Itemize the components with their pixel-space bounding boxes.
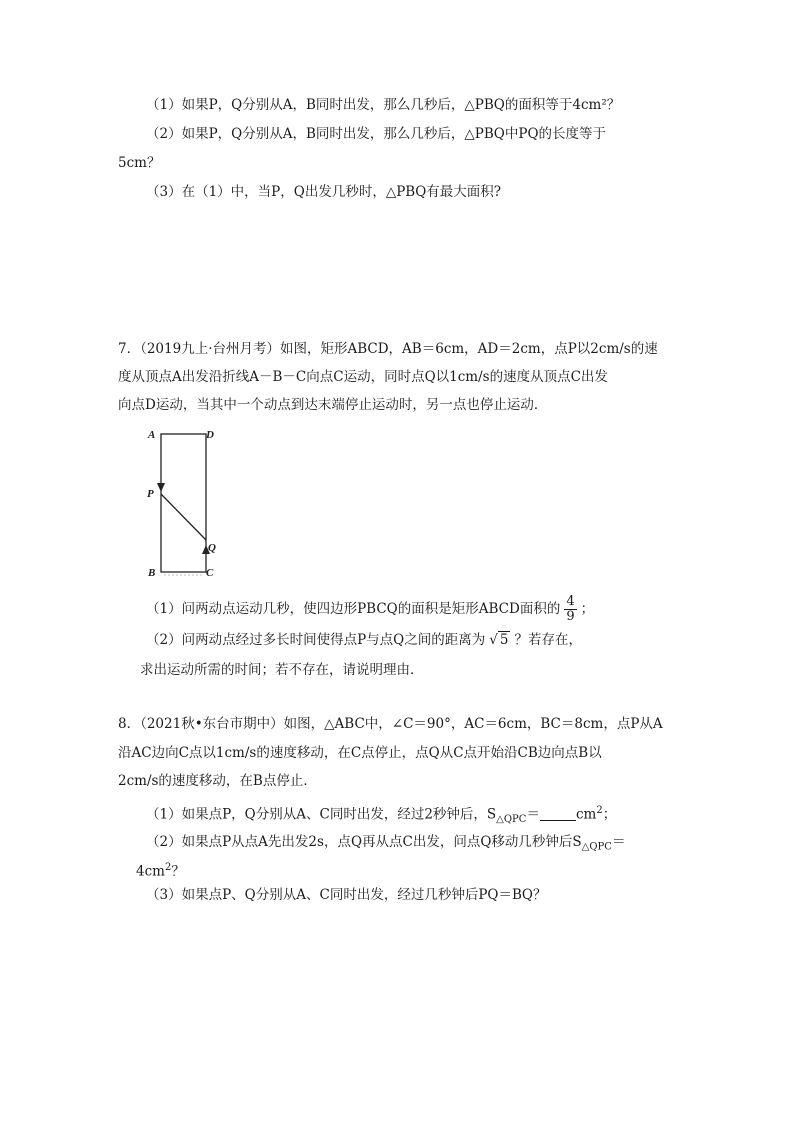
q7-rectangle-figure — [140, 422, 226, 582]
q8-stem-line1: 8．（2021秋•东台市期中）如图，△ABC中，∠C＝90°，AC＝6cm，BC＝8cm，点P从A — [118, 716, 663, 732]
q8-part2-end: ＝ — [611, 834, 626, 850]
rectangle-abcd — [161, 434, 206, 572]
q8-stem-line2: 沿AC边向C点以1cm/s的速度移动，在C点停止，点Q从C点开始沿CB边向点B以 — [118, 745, 602, 761]
q7-stem-line3: 向点D运动，当其中一个动点到达末端停止运动时，另一点也停止运动． — [118, 397, 548, 413]
q8-part2-subscript: △QPC — [581, 841, 612, 853]
q7-part1-text: （1）问两动点运动几秒，使四边形PBCQ的面积是矩形ABCD面积的 — [146, 601, 561, 617]
q6-part2-line2: 5cm？ — [118, 155, 161, 171]
label-a: A — [148, 429, 156, 441]
q8-part2-question: ？ — [171, 863, 185, 880]
q8-part3: （3）如果点P、Q分别从A、C同时出发，经过几秒钟后PQ＝BQ？ — [146, 887, 547, 903]
q7-part1-end: ； — [580, 601, 595, 617]
q7-part2-line2: 求出运动所需的时间；若不存在，请说明理由． — [140, 662, 424, 678]
q7-stem-line2: 度从顶点A出发沿折线A－B－C向点C运动，同时点Q以1cm/s的速度从顶点C出发 — [118, 369, 608, 385]
label-q: Q — [208, 542, 216, 554]
q8-stem-line3: 2cm/s的速度移动，在B点停止． — [118, 773, 317, 789]
arrow-p — [157, 483, 165, 492]
sqrt-radicand: 5 — [499, 632, 509, 648]
q8-part2-text: （2）如果点P从点A先出发2s，点Q再从点C出发，问点Q移动几秒钟后S — [146, 834, 582, 850]
q8-part2-superscript: 2 — [164, 862, 172, 873]
label-p: P — [147, 488, 154, 500]
q8-part1-end: ； — [602, 806, 617, 823]
q8-part1-text: （1）如果点P，Q分别从A、C同时出发，经过2秒钟后，S — [146, 806, 497, 823]
q7-stem-line1: 7．（2019九上·台州月考）如图，矩形ABCD，AB＝6cm，AD＝2cm，点P以2cm/s的速 — [118, 341, 658, 357]
q8-part1-equals: ＝ — [526, 806, 540, 823]
label-b: B — [148, 567, 156, 579]
fraction-four-ninths — [564, 595, 576, 624]
q7-part2 — [146, 630, 582, 650]
fraction-denominator: 9 — [566, 609, 575, 624]
segment-pq — [161, 494, 206, 540]
q6-part1: （1）如果P，Q分别从A，B同时出发，那么几秒后，△PBQ的面积等于4cm²？ — [146, 97, 621, 113]
q7-part2-end: ？若存在， — [514, 632, 582, 648]
q6-part2-line1: （2）如果P，Q分别从A，B同时出发，那么几秒后，△PBQ中PQ的长度等于 — [146, 126, 607, 142]
q6-part3: （3）在（1）中，当P，Q出发几秒时，△PBQ有最大面积? — [146, 184, 502, 200]
answer-blank — [540, 806, 576, 821]
q8-part1-unit: cm — [575, 806, 597, 823]
q8-part1-superscript: 2 — [596, 805, 603, 816]
label-d: D — [206, 429, 214, 441]
q8-part2 — [146, 832, 625, 858]
q8-part1 — [146, 801, 616, 830]
sqrt-five: √ 5 — [489, 632, 509, 648]
label-c: C — [206, 567, 214, 579]
q8-part2-area: 4cm — [136, 863, 165, 880]
fraction-numerator: 4 — [566, 594, 575, 609]
q7-part1 — [146, 594, 594, 624]
q7-part2-text: （2）问两动点经过多长时间使得点P与点Q之间的距离为 — [146, 632, 486, 648]
q8-part2-line2 — [136, 858, 185, 882]
q8-part1-subscript: △QPC — [496, 814, 527, 826]
